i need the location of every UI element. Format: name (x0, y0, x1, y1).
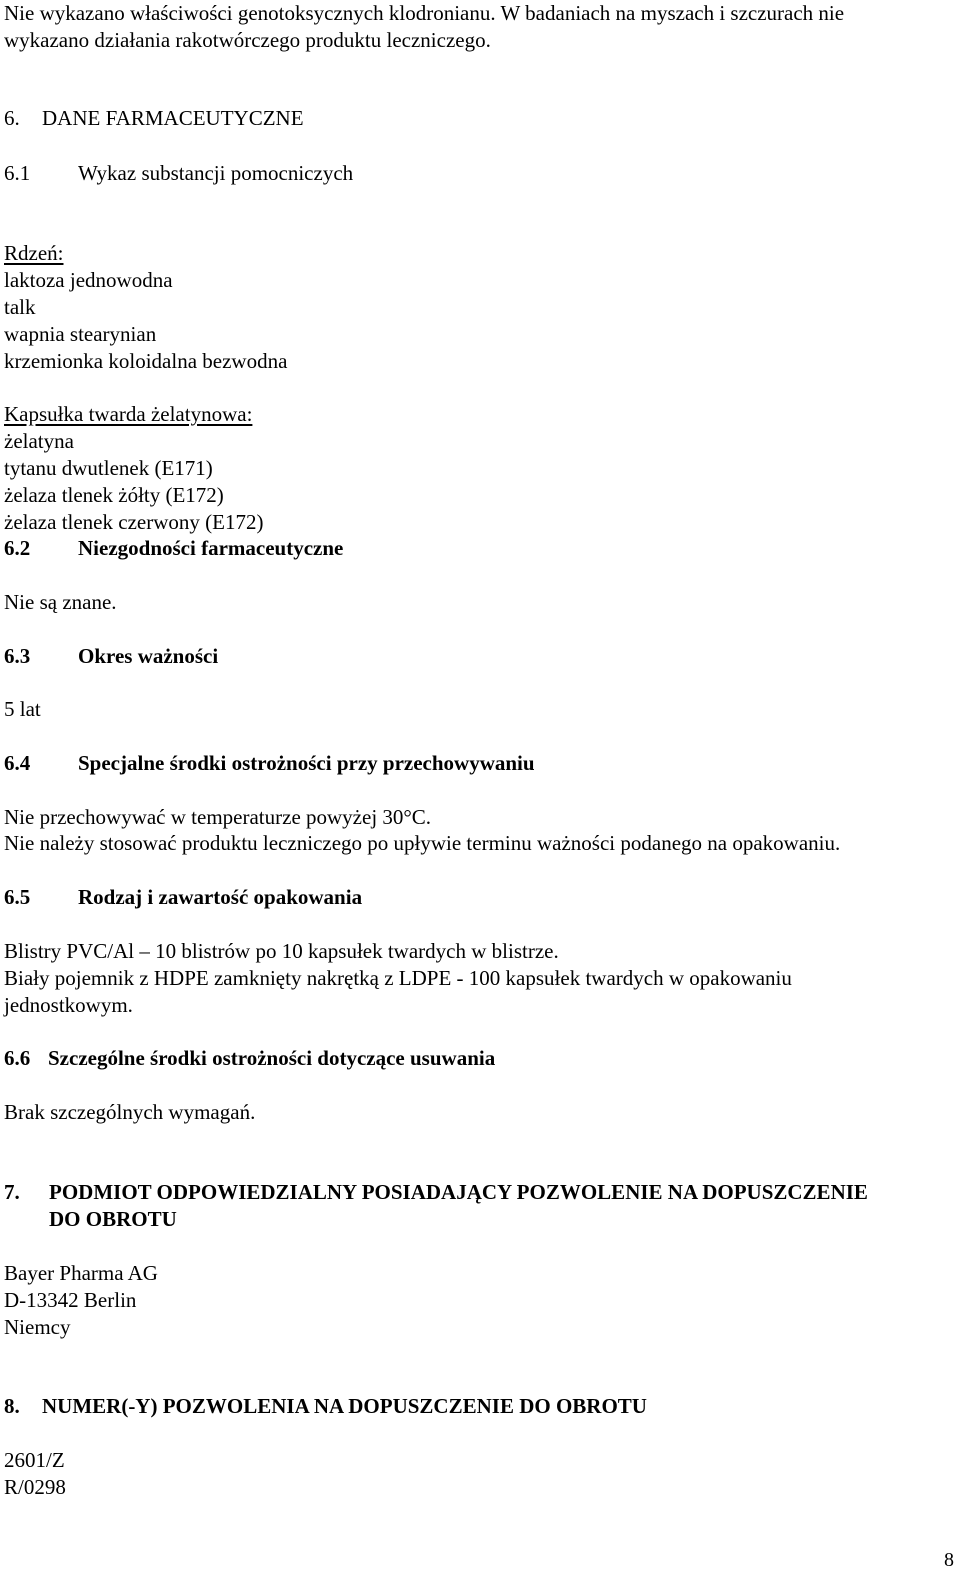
section-7-number: 7. (4, 1180, 20, 1204)
capsule-item: tytanu dwutlenek (E171) (4, 456, 213, 480)
capsule-item: żelaza tlenek czerwony (E172) (4, 510, 264, 534)
core-label: Rdzeń: (4, 241, 64, 265)
section-6-6-text: Brak szczególnych wymagań. (4, 1100, 256, 1124)
address-line: D-13342 Berlin (4, 1288, 137, 1312)
section-7-heading (4, 1179, 868, 1206)
section-6-2-title: Niezgodności farmaceutyczne (78, 536, 344, 560)
intro-line-1: Nie wykazano właściwości genotoksycznych klodronianu. W badaniach na myszach i szczurach nie (4, 1, 845, 25)
section-7-title-line-2: DO OBROTU (49, 1207, 177, 1231)
capsule-label: Kapsułka twarda żelatynowa: (4, 402, 253, 426)
section-6-heading (4, 105, 304, 132)
intro-line-2: wykazano działania rakotwórczego produktu leczniczego. (4, 28, 491, 52)
section-6-6-heading (4, 1045, 496, 1072)
section-7-title-line-1: PODMIOT ODPOWIEDZIALNY POSIADAJĄCY POZWOLENIE NA DOPUSZCZENIE (49, 1180, 868, 1204)
section-6-6-number: 6.6 (4, 1046, 31, 1070)
section-6-6-title: Szczególne środki ostrożności dotyczące usuwania (48, 1046, 496, 1070)
section-6-1-number: 6.1 (4, 161, 31, 185)
authorization-number: R/0298 (4, 1475, 66, 1499)
section-6-5-line-1: Blistry PVC/Al – 10 blistrów po 10 kapsułek twardych w blistrze. (4, 939, 559, 963)
section-6-title: DANE FARMACEUTYCZNE (42, 106, 304, 130)
section-6-4-number: 6.4 (4, 751, 31, 775)
section-6-4-title: Specjalne środki ostrożności przy przechowywaniu (78, 751, 535, 775)
section-6-5-line-3: jednostkowym. (4, 993, 133, 1017)
section-6-4-line-2: Nie należy stosować produktu leczniczego po upływie terminu ważności podanego na opakowaniu. (4, 831, 841, 855)
section-6-5-line-2: Biały pojemnik z HDPE zamknięty nakrętką z LDPE - 100 kapsułek twardych w opakowaniu (4, 966, 792, 990)
section-6-2-number: 6.2 (4, 536, 31, 560)
section-6-5-title: Rodzaj i zawartość opakowania (78, 885, 363, 909)
section-6-3-text: 5 lat (4, 697, 41, 721)
address-line: Niemcy (4, 1315, 71, 1339)
core-item: wapnia stearynian (4, 322, 157, 346)
address-line: Bayer Pharma AG (4, 1261, 158, 1285)
section-6-5-number: 6.5 (4, 885, 31, 909)
section-6-2-text: Nie są znane. (4, 590, 117, 614)
core-item: talk (4, 295, 36, 319)
page-number: 8 (944, 1549, 954, 1571)
capsule-item: żelaza tlenek żółty (E172) (4, 483, 224, 507)
section-6-number: 6. (4, 106, 20, 130)
section-6-3-number: 6.3 (4, 644, 31, 668)
section-8-number: 8. (4, 1394, 20, 1418)
capsule-item: żelatyna (4, 429, 74, 453)
authorization-number: 2601/Z (4, 1448, 65, 1472)
section-8-title: NUMER(-Y) POZWOLENIA NA DOPUSZCZENIE DO OBROTU (42, 1394, 647, 1418)
core-item: krzemionka koloidalna bezwodna (4, 349, 288, 373)
section-6-1-title: Wykaz substancji pomocniczych (78, 161, 354, 185)
section-6-4-line-1: Nie przechowywać w temperaturze powyżej 30°C. (4, 805, 432, 829)
core-item: laktoza jednowodna (4, 268, 173, 292)
section-8-heading (4, 1393, 647, 1420)
section-6-3-title: Okres ważności (78, 644, 219, 668)
